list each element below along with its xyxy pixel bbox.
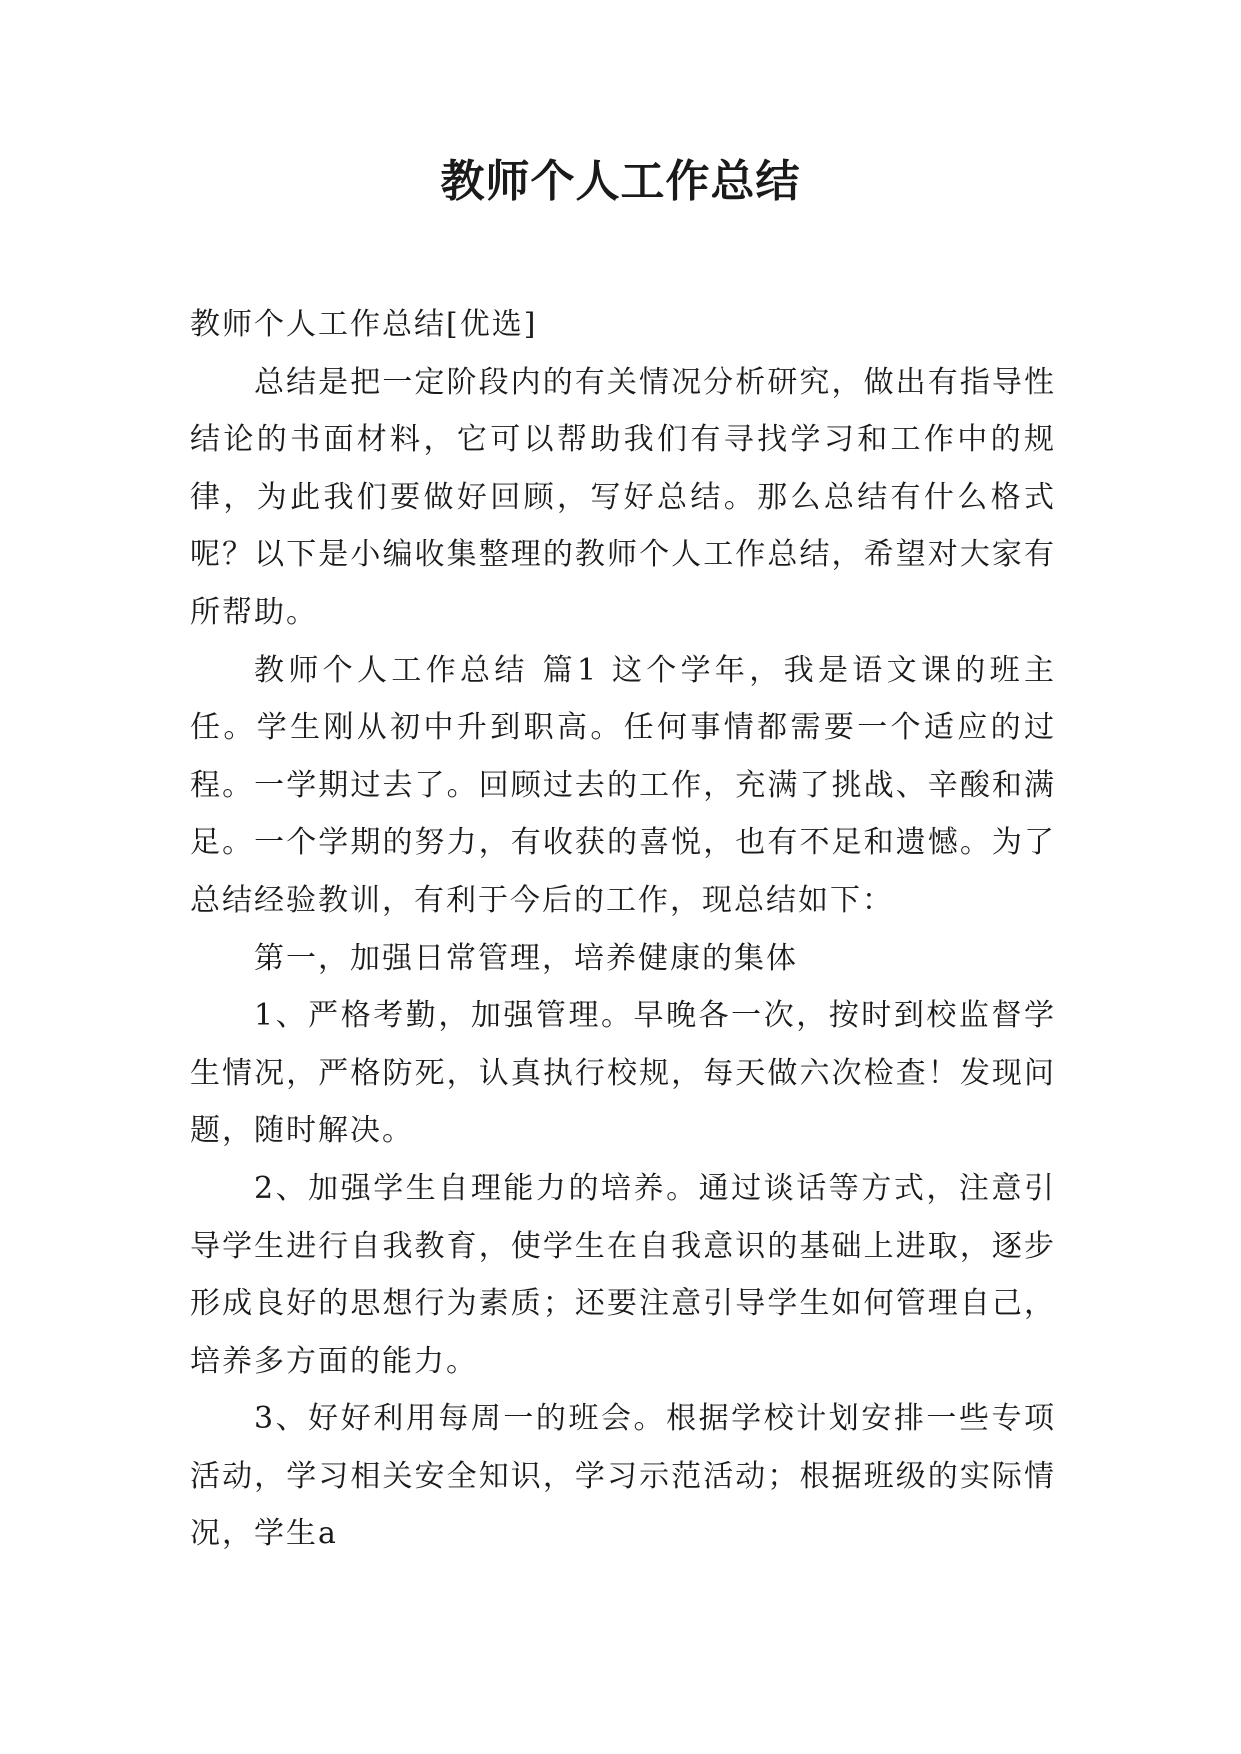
document-title: 教师个人工作总结 [440,156,801,207]
item-3-paragraph: 3、好好利用每周一的班会。根据学校计划安排一些专项活动，学习相关安全知识，学习示范活动；根据班级的实际情况，学生a [190,1401,1056,1552]
document-body [190,296,1056,1563]
intro-paragraph: 总结是把一定阶段内的有关情况分析研究，做出有指导性结论的书面材料，它可以帮助我们有寻找学习和工作中的规律，为此我们要做好回顾，写好总结。那么总结有什么格式呢？以下是小编收集整理的教师个人工作总结，希望对大家有所帮助。 [190,364,1056,630]
section-1-paragraph: 教师个人工作总结 篇1 这个学年，我是语文课的班主任。学生刚从初中升到职高。任何事情都需要一个适应的过程。一学期过去了。回顾过去的工作，充满了挑战、辛酸和满足。一个学期的努力，有收获的喜悦，也有不足和遗憾。为了总结经验教训，有利于今后的工作，现总结如下： [190,652,1056,918]
item-2-paragraph: 2、加强学生自理能力的培养。通过谈话等方式，注意引导学生进行自我教育，使学生在自我意识的基础上进取，逐步形成良好的思想行为素质；还要注意引导学生如何管理自己，培养多方面的能力。 [190,1170,1056,1379]
item-1-paragraph: 1、严格考勤，加强管理。早晚各一次，按时到校监督学生情况，严格防死，认真执行校规，每天做六次检查！发现问题，随时解决。 [190,998,1056,1149]
subtitle-line: 教师个人工作总结[优选] [190,307,538,342]
heading-first-point: 第一，加强日常管理，培养健康的集体 [254,940,798,976]
